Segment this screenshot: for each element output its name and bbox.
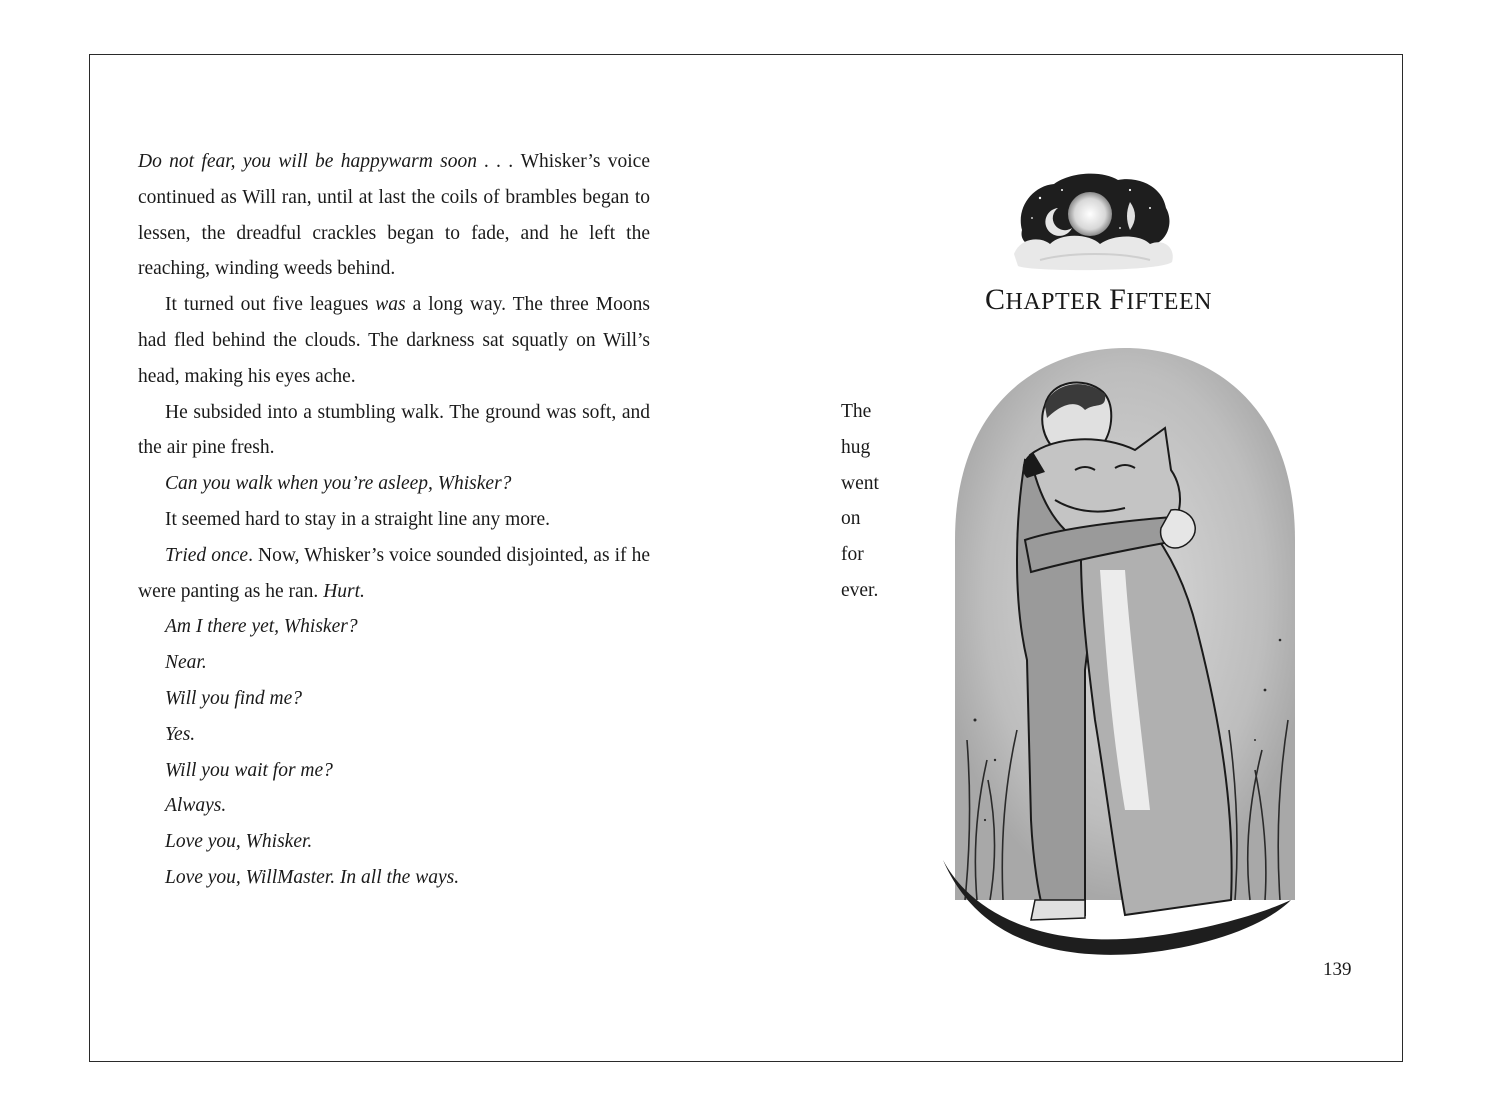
chapter-title-word: IFTEEN — [1126, 289, 1212, 315]
chapter-title-word: HAPTER — [1005, 289, 1102, 315]
body-paragraph — [138, 717, 650, 753]
body-text: a long way. The three Moons had fled behind the clouds. The darkness sat squatly on Will’s head, making his eyes ache. — [138, 294, 650, 387]
chapter-title — [985, 283, 1215, 317]
body-text: He subsided into a stumbling walk. The ground was soft, and the air pine fresh. — [138, 401, 650, 459]
body-paragraph — [138, 824, 650, 860]
body-text: It turned out five leagues — [165, 294, 376, 316]
hug-word: on — [841, 508, 861, 530]
italic-text: Can you walk when you’re asleep, Whisker? — [165, 473, 512, 495]
body-paragraph — [138, 395, 650, 467]
hug-words-column — [841, 394, 879, 609]
italic-text: Love you, Whisker. — [165, 831, 313, 853]
hug-word: for — [841, 544, 864, 566]
body-paragraph — [138, 538, 650, 610]
body-paragraph — [138, 860, 650, 896]
italic-text: Hurt. — [323, 580, 365, 602]
body-paragraph — [138, 609, 650, 645]
italic-text: Near. — [165, 652, 207, 674]
moon-cloud-illustration — [1010, 168, 1178, 278]
body-paragraph — [138, 144, 650, 287]
body-paragraph — [138, 466, 650, 502]
italic-text: Love you, WillMaster. In all the ways. — [165, 866, 460, 888]
hug-word: ever. — [841, 579, 879, 601]
italic-text: Yes. — [165, 723, 196, 745]
italic-text: was — [375, 294, 406, 316]
chapter-title-initial: C — [985, 283, 1006, 316]
body-paragraph — [138, 645, 650, 681]
body-paragraph — [138, 502, 650, 538]
hug-word: went — [841, 472, 879, 494]
italic-text: Always. — [165, 795, 227, 817]
body-text: . Now, Whisker’s voice sounded disjointed, as if he were panting as he ran. — [138, 544, 650, 602]
hug-word: The — [841, 401, 872, 422]
italic-text: Am I there yet, Whisker? — [165, 616, 358, 638]
italic-text: Do not fear, you will be happywarm soon . . . — [138, 151, 514, 172]
chapter-title-initial: F — [1109, 283, 1127, 316]
body-paragraph — [138, 788, 650, 824]
left-page-text — [138, 144, 650, 896]
body-paragraph — [138, 681, 650, 717]
body-paragraph — [138, 753, 650, 789]
italic-text: Will you find me? — [165, 687, 303, 709]
italic-text: Tried once — [165, 544, 249, 566]
body-text: It seemed hard to stay in a straight line any more. — [165, 508, 551, 530]
boy-hugging-wolf-illustration — [935, 340, 1315, 960]
italic-text: Will you wait for me? — [165, 759, 333, 781]
page-number: 139 — [1323, 959, 1352, 980]
hug-word: hug — [841, 436, 871, 458]
body-paragraph — [138, 287, 650, 394]
body-text: Whisker’s voice continued as Will ran, until at last the coils of brambles began to lessen, the dreadful crackles began to fade, and he left the reaching, winding weeds behind. — [138, 151, 650, 280]
